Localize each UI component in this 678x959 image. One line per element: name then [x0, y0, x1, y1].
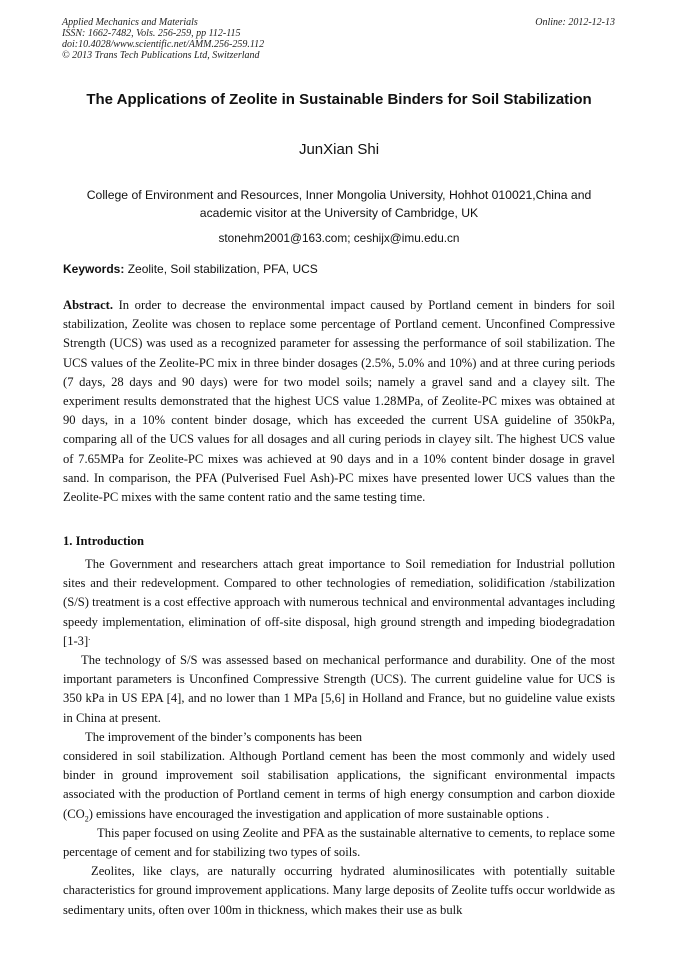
abstract	[63, 296, 615, 507]
section-heading: 1. Introduction	[63, 534, 144, 548]
abstract-text: In order to decrease the environmental impact caused by Portland cement in binders for soil stabilization, Zeolite was chosen to replace some percentage of Portland cement. Unconfined Compressive Strength (UCS) was used as a recognized parameter for assessing the performance of soil stabilization. The UCS values of the Zeolite-PC mix in three binder dosages (2.5%, 5.0% and 10%) and at three curing periods (7 days, 28 days and 90 days) were for two model soils; namely a gravel sand and a clayey silt. The experiment results demonstrated that the highest UCS value 1.28MPa, of Zeolite-PC mixes was obtained at 90 days, in a 10% content binder dosage, which has exceeded the current USA guideline of 350kPa, comparing all of the UCS values for all dosages and all curing periods in clayey silt. The highest UCS value of 7.65MPa for Zeolite-PC mixes was achieved at 90 days and in a 10% content binder dosage in gravel sand. In comparison, the PFA (Pulverised Fuel Ash)-PC mixes have presented lower UCS values than the Zeolite-PC mixes with the same content ratio and the same testing time.	[63, 298, 615, 505]
online-date: Online: 2012-12-13	[535, 17, 615, 28]
journal-name: Applied Mechanics and Materials	[62, 17, 198, 28]
intro-paragraph-5: Zeolites, like clays, are naturally occurring hydrated aluminosilicates with potentially suitable characteristics for ground improvement applications. Many large deposits of Zeolite tuffs occur worldwide as sedimentary units, often over 100m in thickness, which makes their use as bulk	[63, 864, 615, 917]
intro-paragraph-3b: considered in soil stabilization. Although Portland cement has been the most commonly and widely used binder in ground improvement soil stabilisation applications, the significant environmental impacts associated with the production of Portland cement in terms of high energy consumption and carbon dioxide $(CO_2)$ emissions have encouraged the investigation and application of more sustainable options .	[63, 749, 615, 824]
author-email: stonehm2001@163.com; ceshijx@imu.edu.cn	[218, 231, 460, 245]
intro-paragraph-1: The Government and researchers attach great importance to Soil remediation for Industrial pollution sites and their redevelopment. Compared to other technologies of remediation, solidification /stabilization (S/S) treatment is a cost effective approach with numerous technical and environmental advantages including speedy implementation, elimination of off-site disposal, high ground strength and impeding biodegradation [1-3].	[63, 557, 615, 648]
doi-line: doi:10.4028/www.scientific.net/AMM.256-259.112	[62, 39, 265, 50]
intro-paragraph-4: This paper focused on using Zeolite and PFA as the sustainable alternative to cements, to replace some percentage of cement and for stabilizing two types of soils.	[63, 825, 615, 860]
abstract-label: Abstract.	[63, 298, 114, 312]
keywords-text: Zeolite, Soil stabilization, PFA, UCS	[127, 262, 318, 276]
author-name: JunXian Shi	[298, 141, 380, 158]
intro-paragraph-3a: The improvement of the binder’s components has been	[85, 729, 363, 744]
journal-header	[62, 17, 264, 61]
copyright-line: © 2013 Trans Tech Publications Ltd, Switzerland	[62, 50, 260, 61]
issn-line: ISSN: 1662-7482, Vols. 256-259, pp 112-115	[62, 28, 241, 39]
paper-title: The Applications of Zeolite in Sustainable Binders for Soil Stabilization	[86, 91, 592, 108]
introduction-body	[63, 555, 615, 920]
keywords-line	[63, 261, 615, 277]
keywords-label: Keywords:	[63, 262, 125, 276]
intro-paragraph-2: The technology of S/S was assessed based on mechanical performance and durability. One of the most important parameters is Unconfined Compressive Strength (UCS). The current guideline value for UCS is 350 kPa in US EPA [4], and no lower than 1 MPa [5,6] in Holland and France, but no guideline value exists in China at present.	[63, 653, 615, 725]
author-affiliation: College of Environment and Resources, Inner Mongolia University, Hohhot 010021,China and academic visitor at the University of Cambridge, UK	[86, 188, 592, 220]
